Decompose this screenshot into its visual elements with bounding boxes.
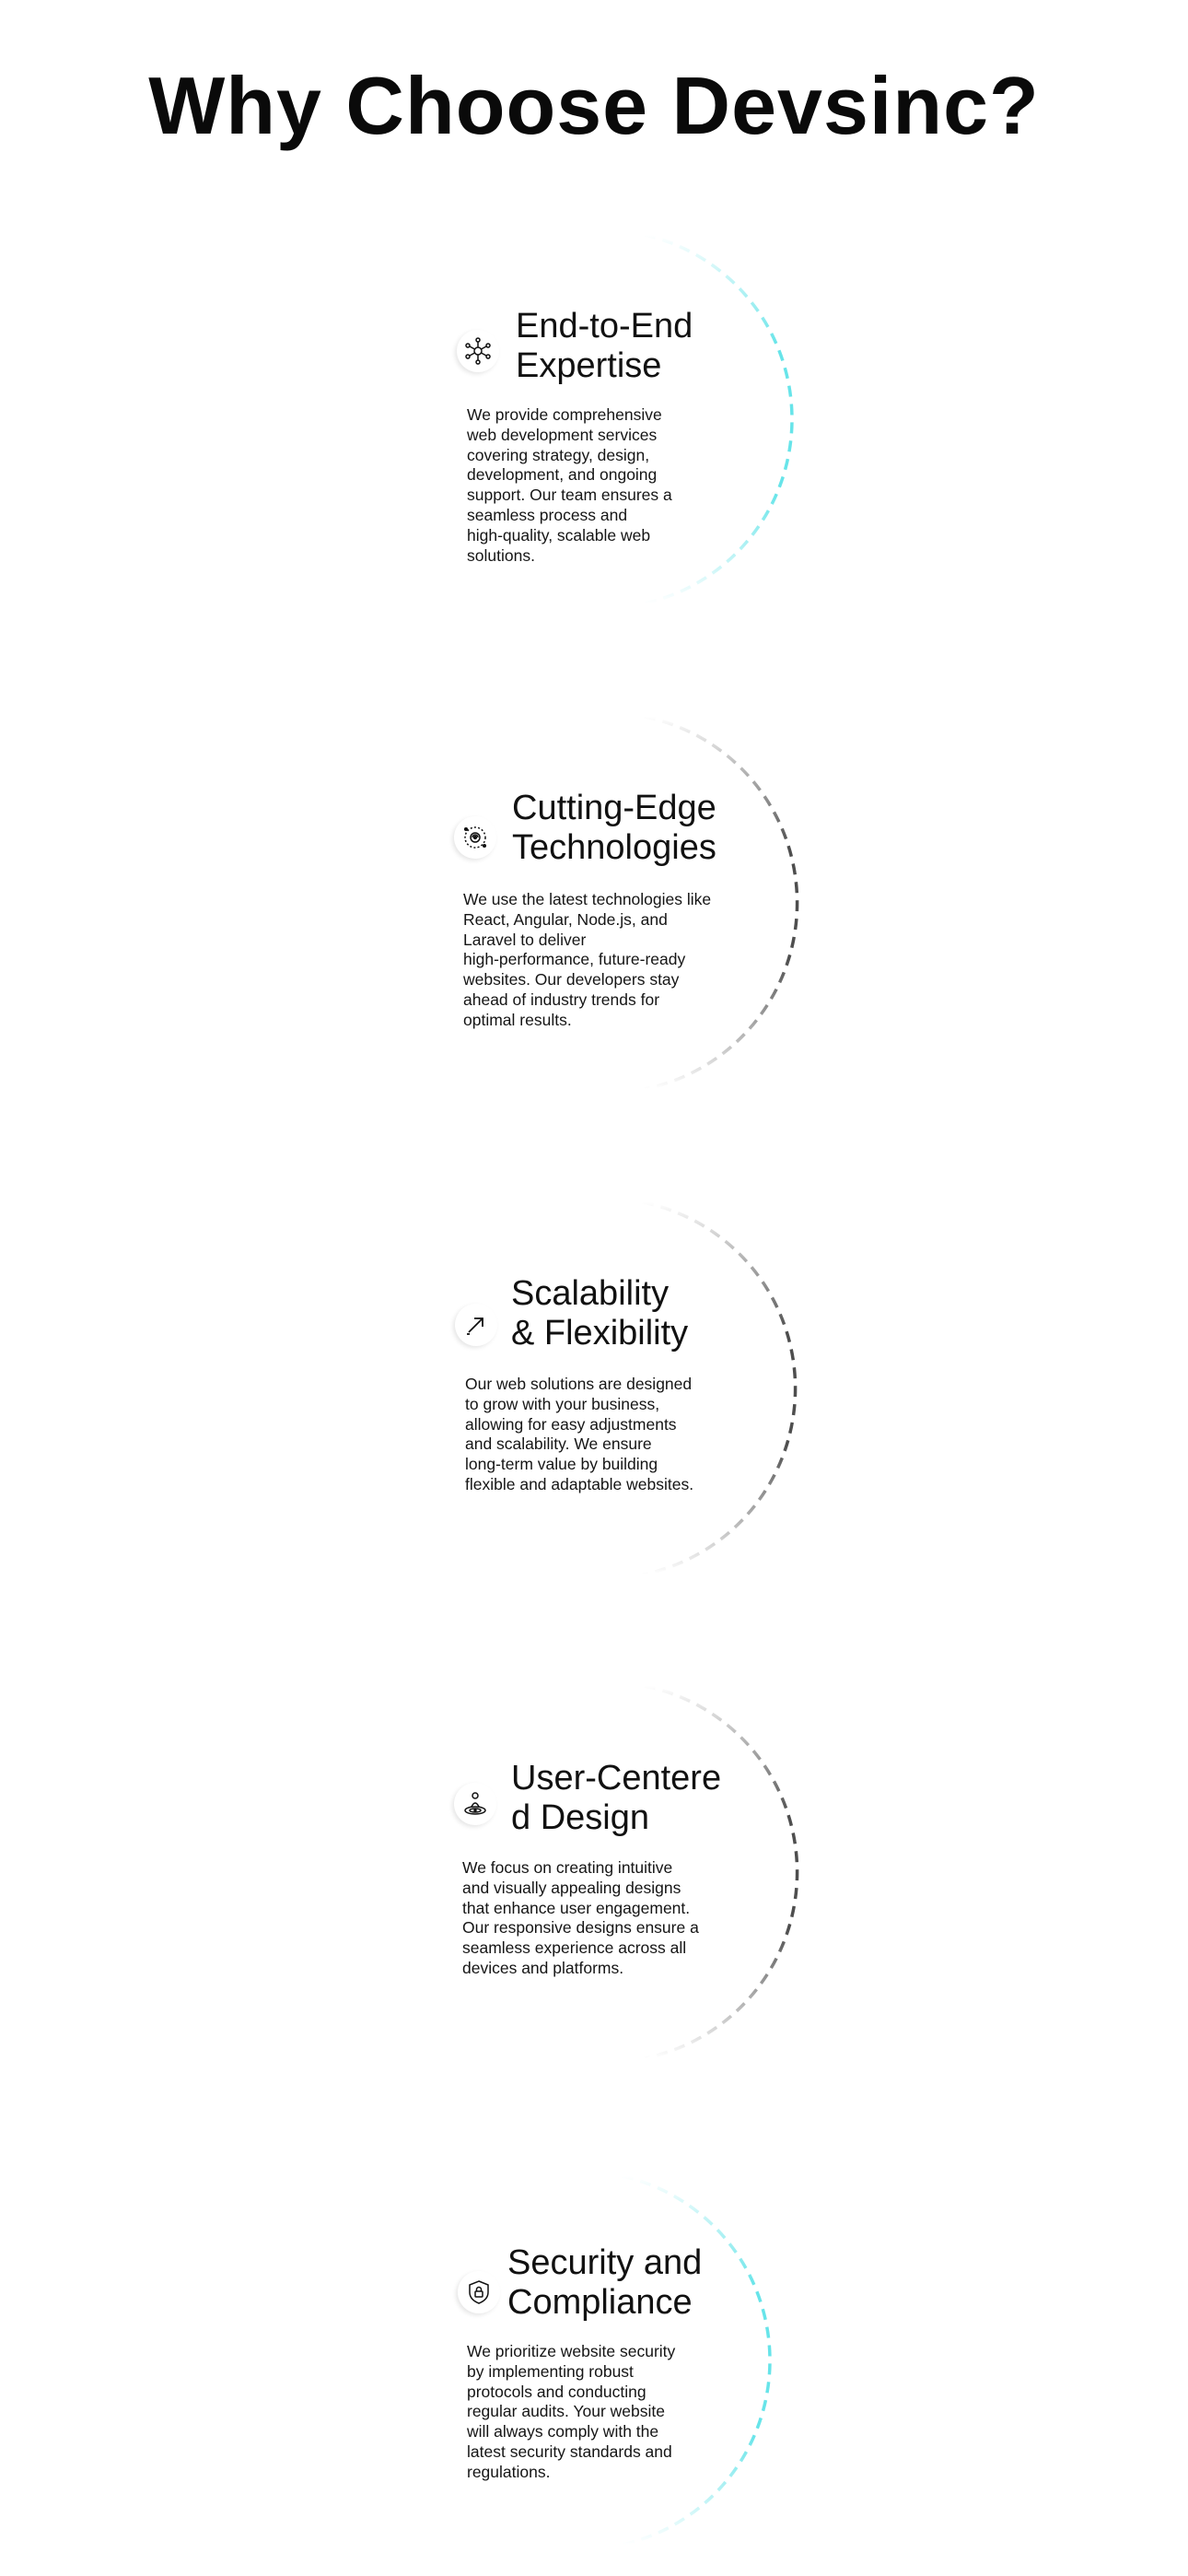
feature-description-line: devices and platforms.: [462, 1958, 624, 1977]
feature-description-line: high-performance, future-ready: [463, 950, 686, 969]
feature-description-line: web development services: [467, 425, 658, 444]
feature-description: [462, 1858, 699, 1979]
feature-description-line: We prioritize website security: [467, 2342, 676, 2360]
feature-heading: [507, 2243, 702, 2323]
feature-heading-line: Security and: [507, 2243, 703, 2282]
feature-description: [467, 2342, 675, 2483]
feature-card-cutting-edge: [0, 709, 1188, 1115]
feature-heading-line: End-to-End: [516, 307, 693, 345]
feature-description-line: that enhance user engagement.: [462, 1898, 691, 1917]
network-hub-icon: [457, 330, 499, 372]
feature-description-line: allowing for easy adjustments: [465, 1414, 677, 1434]
feature-card-scalability: [0, 1195, 1188, 1600]
feature-description-line: will always comply with the: [467, 2422, 659, 2441]
feature-heading-line: User-Centere: [511, 1759, 722, 1797]
shield-lock-icon: [458, 2271, 500, 2313]
feature-heading: [511, 1759, 721, 1838]
feature-card-end-to-end: [0, 226, 1188, 631]
user-target-icon: [454, 1783, 496, 1825]
feature-description-line: solutions.: [467, 545, 535, 565]
feature-heading-line: Expertise: [516, 346, 662, 385]
feature-description: [467, 405, 672, 566]
feature-description-line: seamless experience across all: [462, 1938, 687, 1958]
feature-heading-line: & Flexibility: [511, 1314, 689, 1352]
feature-description-line: high-quality, scalable web: [467, 525, 651, 544]
feature-description-line: We use the latest technologies like: [463, 890, 712, 908]
feature-description-line: covering strategy, design,: [467, 445, 650, 464]
feature-description-line: Our responsive designs ensure a: [462, 1918, 699, 1938]
feature-heading-line: Compliance: [507, 2283, 693, 2322]
feature-description-line: regulations.: [467, 2462, 551, 2481]
feature-description-line: websites. Our developers stay: [463, 970, 680, 989]
feature-description: [465, 1375, 693, 1495]
feature-description-line: We provide comprehensive: [467, 405, 662, 424]
feature-description-line: Our web solutions are designed: [465, 1375, 693, 1393]
feature-description-line: support. Our team ensures a: [467, 486, 672, 505]
feature-description-line: optimal results.: [463, 1010, 572, 1029]
feature-description-line: latest security standards and: [467, 2441, 672, 2461]
feature-description-line: and scalability. We ensure: [465, 1434, 652, 1454]
feature-description-line: flexible and adaptable websites.: [465, 1474, 694, 1493]
feature-description-line: Laravel to deliver: [463, 930, 587, 949]
feature-description-line: React, Angular, Node.js, and: [463, 909, 668, 929]
feature-heading: [516, 307, 693, 386]
feature-description: [463, 890, 711, 1031]
feature-description-line: to grow with your business,: [465, 1394, 660, 1413]
feature-heading-line: Cutting-Edge: [512, 789, 716, 827]
feature-description-line: protocols and conducting: [467, 2382, 646, 2401]
feature-description-line: We focus on creating intuitive: [462, 1858, 673, 1877]
feature-description-line: seamless process and: [467, 505, 628, 524]
feature-card-security: [0, 2167, 1188, 2572]
feature-heading: [511, 1274, 688, 1353]
feature-description-line: regular audits. Your website: [467, 2402, 665, 2421]
feature-heading: [512, 789, 716, 868]
feature-description-line: by implementing robust: [467, 2361, 634, 2381]
feature-description-line: long-term value by building: [465, 1455, 658, 1474]
page-title: Why Choose Devsinc?: [148, 60, 1040, 151]
feature-heading-line: Technologies: [512, 828, 716, 867]
feature-description-line: ahead of industry trends for: [463, 989, 660, 1009]
tech-gear-icon: [454, 816, 496, 859]
feature-card-user-centered: [0, 1679, 1188, 2084]
expand-arrow-icon: [455, 1304, 497, 1346]
feature-heading-line: d Design: [511, 1798, 649, 1837]
feature-description-line: and visually appealing designs: [462, 1878, 681, 1897]
feature-heading-line: Scalability: [511, 1274, 670, 1313]
feature-description-line: development, and ongoing: [467, 465, 658, 485]
